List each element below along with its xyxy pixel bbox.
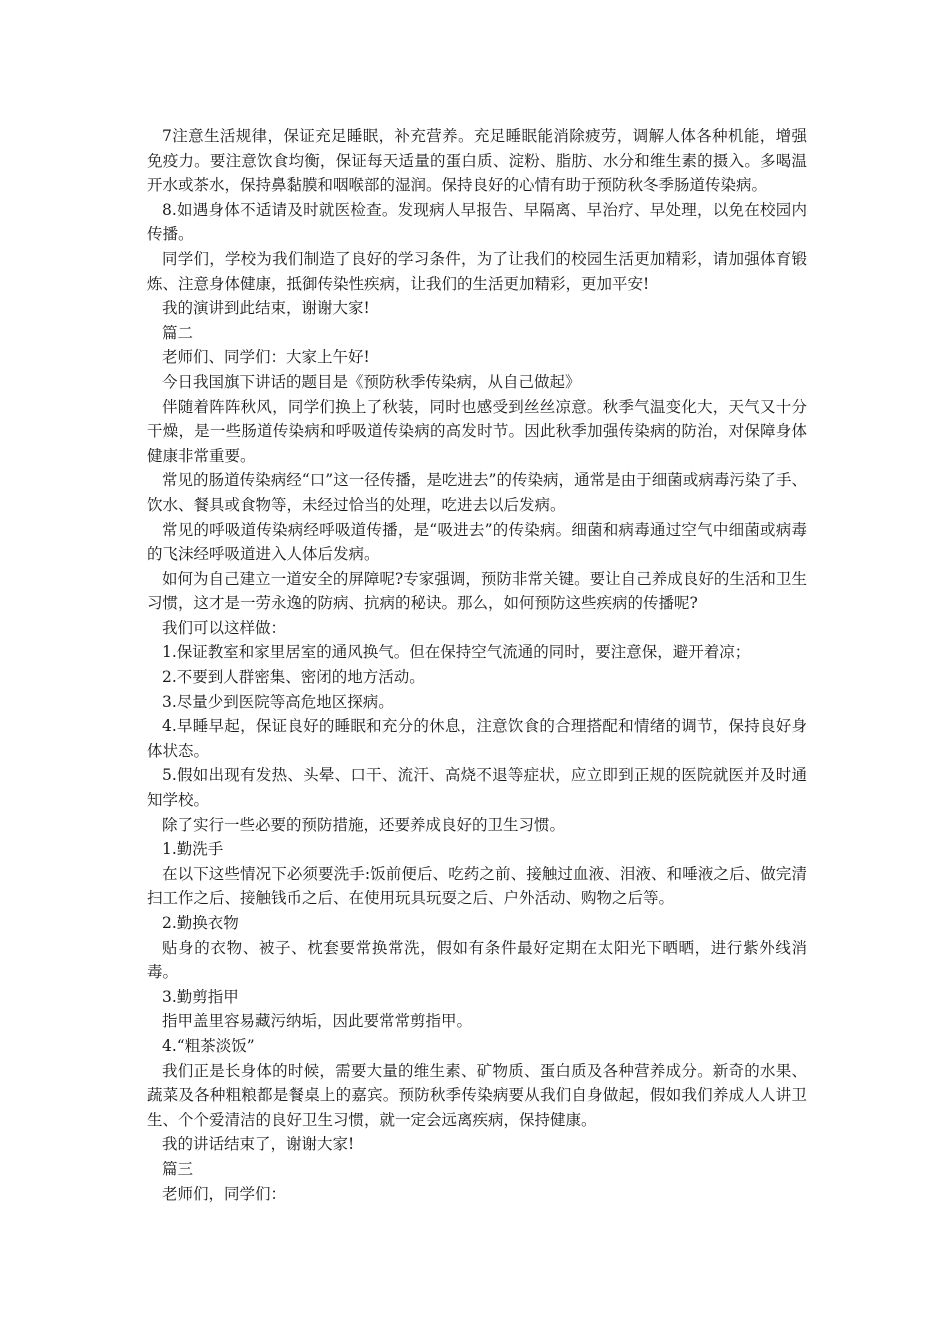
document-body	[147, 124, 807, 1206]
paragraph: 除了实行一些必要的预防措施，还要养成良好的卫生习惯。	[162, 815, 566, 834]
paragraph: 指甲盖里容易藏污纳垢，因此要常常剪指甲。	[162, 1012, 473, 1031]
subheading: 4.“粗茶淡饭”	[162, 1036, 255, 1055]
paragraph: 在以下这些情况下必须要洗手:饭前便后、吃药之前、接触过血液、泪液、和唾液之后、做完清扫工作之后、接触钱币之后、在使用玩具玩耍之后、户外活动、购物之后等。	[147, 864, 807, 908]
subheading: 3.勤剪指甲	[162, 987, 239, 1006]
subheading: 1.勤洗手	[162, 840, 224, 859]
paragraph: 老师们、同学们：大家上午好!	[162, 348, 370, 367]
list-item: 5.假如出现有发热、头晕、口干、流汗、高烧不退等症状，应立即到正规的医院就医并及时通知学校。	[147, 766, 807, 810]
paragraph: 我的讲话结束了，谢谢大家!	[162, 1135, 355, 1154]
section-heading: 篇三	[162, 1159, 194, 1178]
paragraph: 8.如遇身体不适请及时就医检查。发现病人早报告、早隔离、早治疗、早处理，以免在校园内传播。	[147, 200, 807, 244]
paragraph: 如何为自己建立一道安全的屏障呢?专家强调，预防非常关键。要让自己养成良好的生活和卫生习惯，这才是一劳永逸的防病、抗病的秘诀。那么，如何预防这些疾病的传播呢?	[147, 569, 807, 613]
paragraph: 常见的呼吸道传染病经呼吸道传播，是“吸进去”的传染病。细菌和病毒通过空气中细菌或病毒的飞沫经呼吸道进入人体后发病。	[147, 520, 807, 564]
paragraph: 我的演讲到此结束，谢谢大家!	[162, 299, 370, 318]
paragraph: 同学们，学校为我们制造了良好的学习条件，为了让我们的校园生活更加精彩，请加强体育锻炼、注意身体健康，抵御传染性疾病，让我们的生活更加精彩，更加平安!	[147, 249, 807, 293]
paragraph: 今日我国旗下讲话的题目是《预防秋季传染病，从自己做起》	[162, 372, 581, 391]
list-item: 3.尽量少到医院等高危地区探病。	[162, 692, 394, 711]
paragraph: 常见的肠道传染病经“口”这一径传播，是吃进去”的传染病，通常是由于细菌或病毒污染了手、饮水、餐具或食物等，未经过恰当的处理，吃进去以后发病。	[147, 471, 807, 514]
paragraph: 7注意生活规律，保证充足睡眠，补充营养。充足睡眠能消除疲劳，调解人体各种机能，增强免疫力。要注意饮食均衡，保证每天适量的蛋白质、淀粉、脂肪、水分和维生素的摄入。多喝温开水或茶水，保持鼻黏膜和咽喉部的湿润。保持良好的心情有助于预防秋冬季肠道传染病。	[147, 127, 807, 195]
list-item: 2.不要到人群密集、密闭的地方活动。	[162, 668, 425, 687]
subheading: 2.勤换衣物	[162, 914, 239, 932]
list-item: 1.保证教室和家里居室的通风换气。但在保持空气流通的同时，要注意保，避开着凉；	[162, 643, 751, 662]
list-item: 4.早睡早起，保证良好的睡眠和充分的休息，注意饮食的合理搭配和情绪的调节，保持良好身体状态。	[147, 717, 807, 760]
paragraph: 贴身的衣物、被子、枕套要常换常洗，假如有条件最好定期在太阳光下晒晒，进行紫外线消毒。	[147, 938, 807, 982]
section-heading: 篇二	[162, 323, 194, 342]
paragraph: 我们可以这样做：	[162, 618, 287, 637]
paragraph: 伴随着阵阵秋风，同学们换上了秋装，同时也感受到丝丝凉意。秋季气温变化大，天气又十分干燥，是一些肠道传染病和呼吸道传染病的高发时节。因此秋季加强传染病的防治，对保障身体健康非常重要。	[147, 397, 807, 465]
paragraph: 老师们，同学们：	[162, 1184, 287, 1203]
paragraph: 我们正是长身体的时候，需要大量的维生素、矿物质、蛋白质及各种营养成分。新奇的水果、蔬菜及各种粗粮都是餐桌上的嘉宾。预防秋季传染病要从我们自身做起，假如我们养成人人讲卫生、个个爱清洁的良好卫生习惯，就一定会远离疾病，保持健康。	[147, 1061, 807, 1129]
